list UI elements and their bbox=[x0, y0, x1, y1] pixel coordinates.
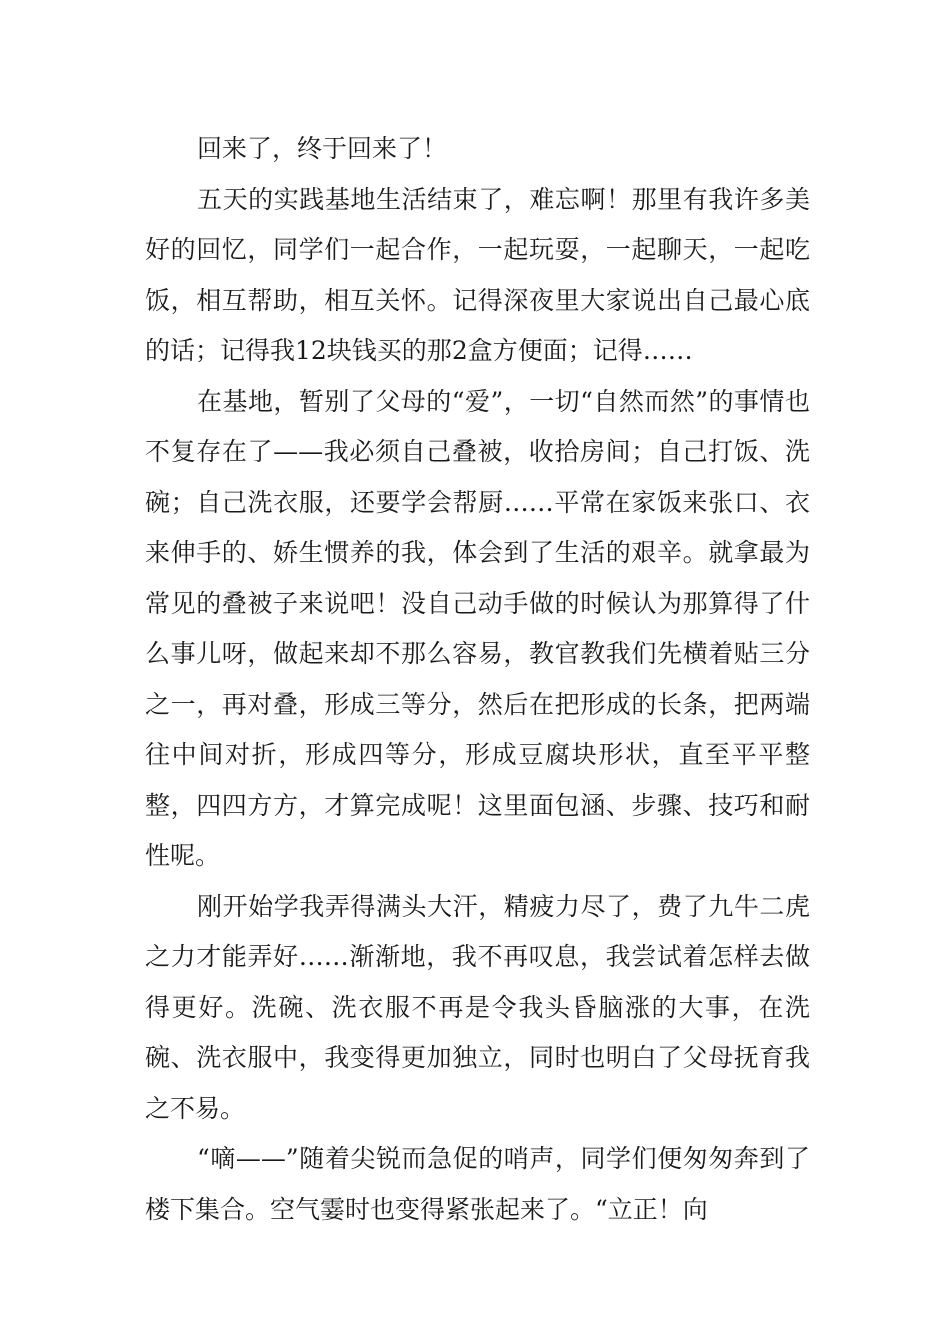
paragraph-base-life: 五天的实践基地生活结束了，难忘啊！那里有我许多美好的回忆，同学们一起合作，一起玩耍，一起聊天，一起吃饭，相互帮助，相互关怀。记得深夜里大家说出自己最心底的话；记得我12块钱买的那2盒方便面；记得…… bbox=[145, 184, 810, 365]
paragraph-self-reliance: 在基地，暂别了父母的“爱”，一切“自然而然”的事情也不复存在了——我必须自己叠被，收拾房间；自己打饭、洗碗；自己洗衣服，还要学会帮厨……平常在家饭来张口、衣来伸手的、娇生惯养的我，体会到了生活的艰辛。就拿最为常见的叠被子来说吧！没自己动手做的时候认为那算得了什么事儿呀，做起来却不那么容易，教官教我们先横着贴三分之一，再对叠，形成三等分，然后在把形成的长条，把两端往中间对折，形成四等分，形成豆腐块形状，直至平平整整，四四方方，才算完成呢！这里面包涵、步骤、技巧和耐性呢。 bbox=[145, 386, 810, 870]
paragraph-return: 回来了，终于回来了！ bbox=[197, 134, 448, 163]
paragraph-whistle: “嘀——”随着尖锐而急促的哨声，同学们便匆匆奔到了楼下集合。空气霎时也变得紧张起来了。“立正！向 bbox=[145, 1144, 810, 1224]
paragraph-learning: 刚开始学我弄得满头大汗，精疲力尽了，费了九牛二虎之力才能弄好……渐渐地，我不再叹息，我尝试着怎样去做得更好。洗碗、洗衣服不再是令我头昏脑涨的大事，在洗碗、洗衣服中，我变得更加独立，同时也明白了父母抚育我之不易。 bbox=[145, 891, 810, 1123]
document-body bbox=[145, 124, 810, 1235]
